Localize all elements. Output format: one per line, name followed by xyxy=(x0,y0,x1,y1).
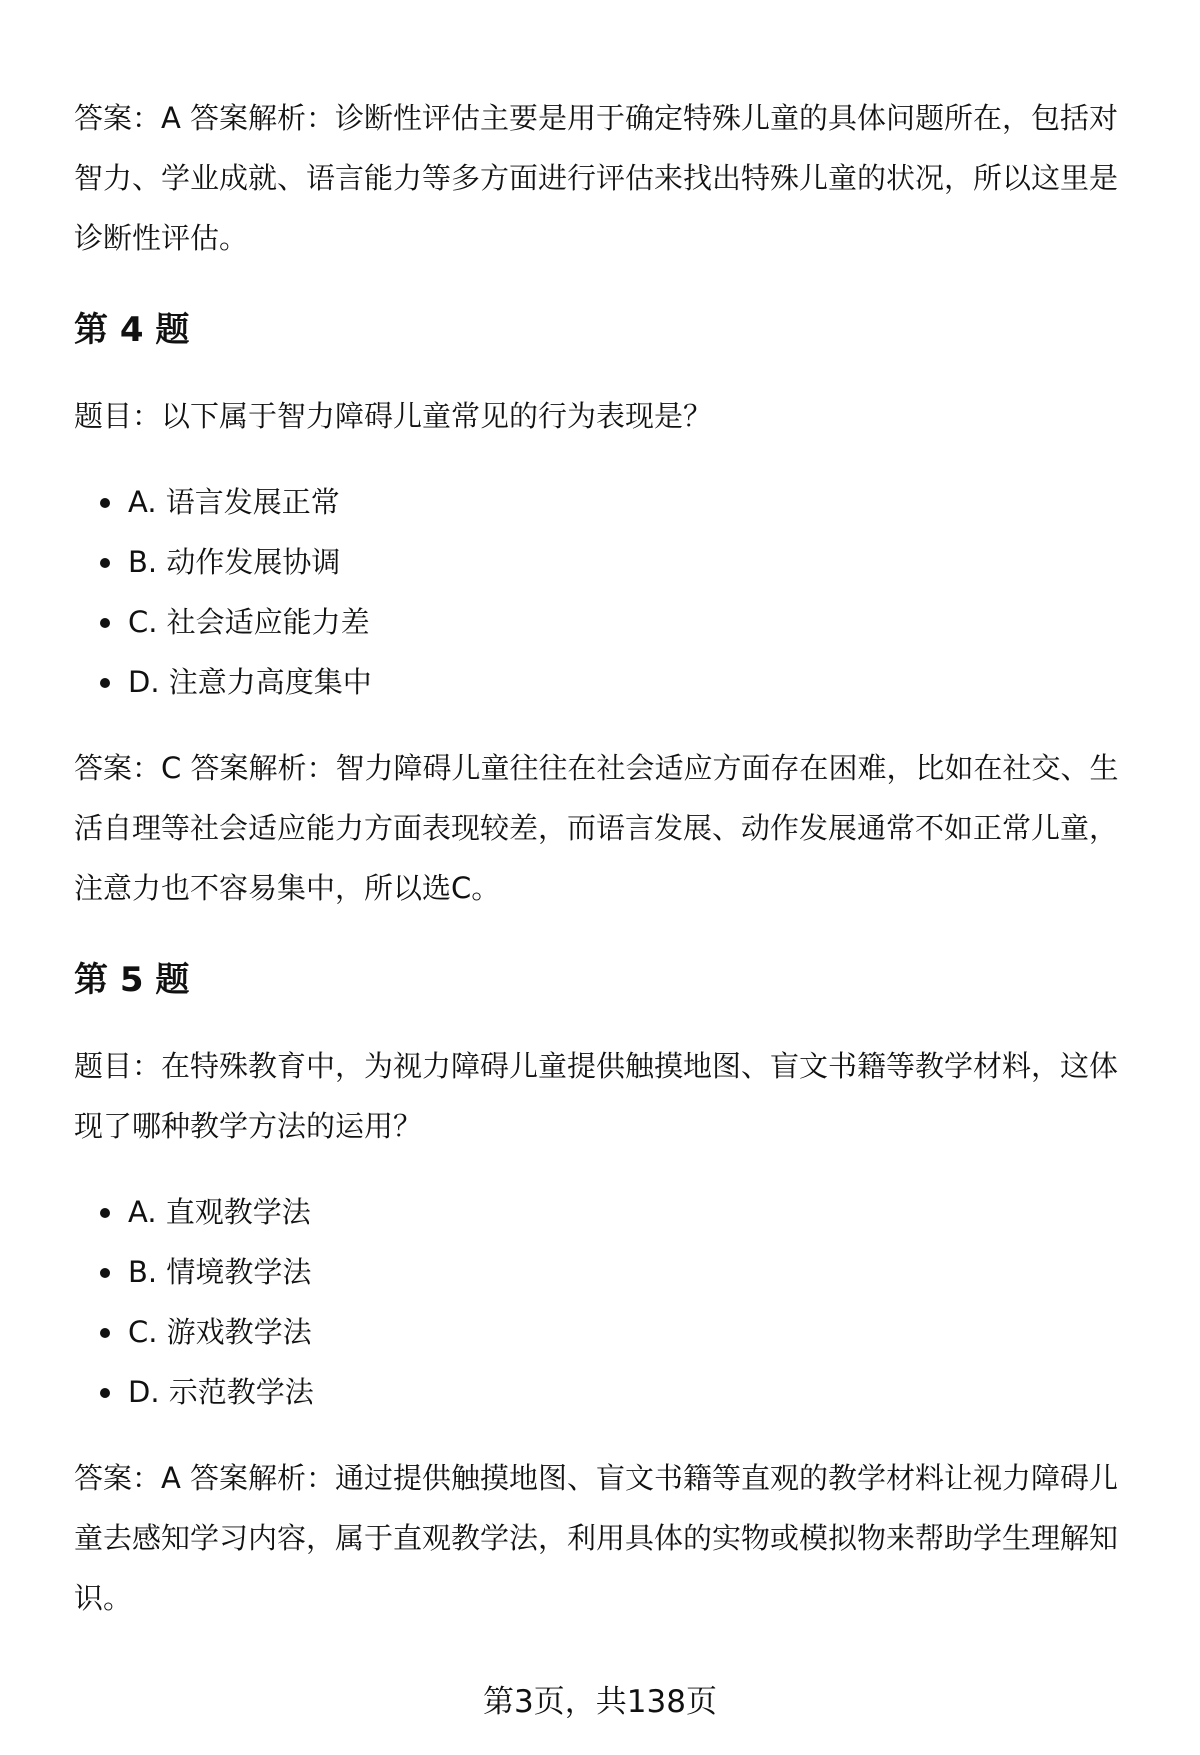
option-b xyxy=(74,532,1146,592)
options-list xyxy=(74,472,1146,712)
answer-line: 智力、学业成就、语言能力等多方面进行评估来找出特殊儿童的状况，所以这里是 xyxy=(74,161,1119,195)
option-text: C. 游戏教学法 xyxy=(128,1315,312,1349)
answer-line: 注意力也不容易集中，所以选C。 xyxy=(74,871,501,905)
answer-line: 答案：C 答案解析：智力障碍儿童往往在社会适应方面存在困难，比如在社交、生 xyxy=(74,751,1119,785)
bullet-icon xyxy=(100,1328,110,1338)
option-c xyxy=(74,592,1146,652)
answer-line: 童去感知学习内容，属于直观教学法，利用具体的实物或模拟物来帮助学生理解知 xyxy=(74,1521,1119,1555)
option-a xyxy=(74,1182,1146,1242)
question-text: 题目：以下属于智力障碍儿童常见的行为表现是？ xyxy=(74,399,713,433)
answer-line: 诊断性评估。 xyxy=(74,221,249,255)
bullet-icon xyxy=(100,1208,110,1218)
page-footer: 第3页，共138页 xyxy=(483,1684,717,1720)
bullet-icon xyxy=(100,678,110,688)
option-text: D. 示范教学法 xyxy=(128,1375,314,1409)
option-d xyxy=(74,652,1146,712)
option-text: B. 动作发展协调 xyxy=(128,545,341,579)
option-d xyxy=(74,1362,1146,1422)
question-4 xyxy=(74,300,1146,918)
option-c xyxy=(74,1302,1146,1362)
question-text: 题目：在特殊教育中，为视力障碍儿童提供触摸地图、盲文书籍等教学材料，这体 xyxy=(74,1049,1119,1083)
option-text: D. 注意力高度集中 xyxy=(128,665,372,699)
bullet-icon xyxy=(100,1268,110,1278)
option-text: C. 社会适应能力差 xyxy=(128,605,370,639)
answer-line: 答案：A 答案解析：通过提供触摸地图、盲文书籍等直观的教学材料让视力障碍儿 xyxy=(74,1461,1119,1495)
option-text: B. 情境教学法 xyxy=(128,1255,312,1289)
bullet-icon xyxy=(100,558,110,568)
answer-line: 答案：A 答案解析：诊断性评估主要是用于确定特殊儿童的具体问题所在，包括对 xyxy=(74,101,1119,135)
question-heading: 第 5 题 xyxy=(74,960,190,1000)
question-text: 现了哪种教学方法的运用？ xyxy=(74,1109,423,1143)
bullet-icon xyxy=(100,498,110,508)
answer-line: 活自理等社会适应能力方面表现较差，而语言发展、动作发展通常不如正常儿童， xyxy=(74,811,1119,845)
q3-answer xyxy=(74,88,1146,268)
option-text: A. 语言发展正常 xyxy=(128,485,340,519)
bullet-icon xyxy=(100,618,110,628)
option-b xyxy=(74,1242,1146,1302)
document-page xyxy=(74,88,1146,1628)
option-a xyxy=(74,472,1146,532)
options-list xyxy=(74,1182,1146,1422)
question-5 xyxy=(74,950,1146,1628)
answer-line: 识。 xyxy=(74,1581,133,1615)
question-heading: 第 4 题 xyxy=(74,310,190,350)
bullet-icon xyxy=(100,1388,110,1398)
option-text: A. 直观教学法 xyxy=(128,1195,311,1229)
